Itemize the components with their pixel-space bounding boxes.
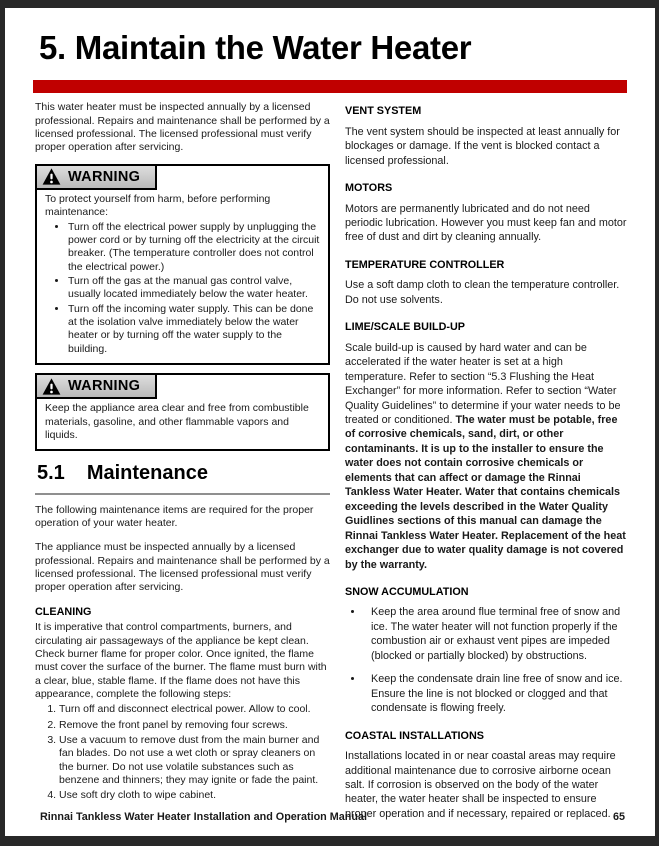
lime-scale-heading: LIME/SCALE BUILD-UP xyxy=(345,321,465,334)
intro-paragraph: This water heater must be inspected annually by a licensed professional. Repairs and maintenance shall be performed by a licensed professional. The licensed professional must verify proper operation after servicing. xyxy=(35,101,330,154)
warning-label xyxy=(35,164,157,190)
cleaning-step: 4. Use soft dry cloth to wipe cabinet. xyxy=(59,789,330,802)
temperature-controller-heading: TEMPERATURE CONTROLLER xyxy=(345,258,505,271)
two-column-body xyxy=(35,101,627,834)
document-page xyxy=(5,8,655,836)
warning-bullet: • Turn off the gas at the manual gas control valve, usually located immediately below the water heater. xyxy=(68,275,322,302)
lime-scale-text-normal: Scale build-up is caused by hard water and can be accelerated if the water heater is set at a high temperature. Refer to section “5.3 Flushing the Heat Exchanger” for more information. Refer to section “Water Quality Guidelines” to determine if your water needs to be treated or conditioned. xyxy=(345,341,621,426)
motors-paragraph: Motors are permanently lubricated and do not need periodic lubrication. However you must keep fan and motor free of dust and dirt by cleaning annually. xyxy=(345,202,627,244)
snow-accumulation-heading: SNOW ACCUMULATION xyxy=(345,585,469,598)
section-number: 5.1 xyxy=(37,462,65,485)
cleaning-heading: CLEANING xyxy=(35,605,92,618)
snow-accumulation-bullet-list xyxy=(345,605,627,715)
section-accent-bar xyxy=(33,80,627,93)
motors-section xyxy=(345,181,627,245)
page-title: 5. Maintain the Water Heater xyxy=(39,29,472,66)
left-column xyxy=(35,101,330,834)
lime-scale-text-bold: The water must be potable, free of corrosive chemicals, sand, dirt, or other contaminants. It is up to the installer to ensure the water does not contain corrosive chemicals or elements that can affect or damage the Rinnai Tankless Water Heater. Water that contains chemicals exceeding the levels described in the Water Quality Guidlines sections of this manual can damage the Rinnai Tankless Water Heater. Replacement of the heat exchanger due to water quality damage is not covered by the warranty. xyxy=(345,414,626,571)
cleaning-paragraph: It is imperative that control compartments, burners, and circulating air passageways of the appliance be kept clean. Check burner flame for proper color. Once ignited, the flame must cover the surface of the burner. The flame must burn with a clear, blue, stable flame. If the flame does not have this appearance, complete the following steps: xyxy=(35,621,327,701)
temperature-controller-paragraph: Use a soft damp cloth to clean the temperature controller. Do not use solvents. xyxy=(345,279,620,306)
warning-label xyxy=(35,373,157,399)
warning-triangle-icon xyxy=(42,378,61,395)
coastal-installations-section xyxy=(345,729,627,822)
cleaning-steps-list xyxy=(35,703,330,802)
coastal-installations-heading: COASTAL INSTALLATIONS xyxy=(345,729,484,742)
warning-bullet: • Turn off the electrical power supply by unplugging the power cord or by turning off the electricity at the circuit breaker. (The temperature controller does not control the electrical power.) xyxy=(68,221,322,274)
warning-label-text: WARNING xyxy=(68,168,141,185)
warning-lead-text: To protect yourself from harm, before performing maintenance: xyxy=(45,193,271,219)
snow-bullet: • Keep the condensate drain line free of snow and ice. Ensure the line is not blocked or clogged and that condensate is flowing freely. xyxy=(364,672,627,715)
lime-scale-section xyxy=(345,320,627,572)
lime-scale-paragraph xyxy=(345,341,627,572)
page-footer xyxy=(40,811,625,823)
maintenance-paragraph-1: The following maintenance items are required for the proper operation of your water heater. xyxy=(35,503,314,530)
warning-label-text: WARNING xyxy=(68,377,141,394)
cleaning-step: 2. Remove the front panel by removing four screws. xyxy=(59,719,330,732)
section-heading-5-1 xyxy=(37,461,330,486)
cleaning-step: 3. Use a vacuum to remove dust from the main burner and fan blades. Do not use a wet cloth or spray cleaners on the burner. Do not use volatile substances such as benzene and thinners; they may ignite or fade the paint. xyxy=(59,734,330,787)
snow-accumulation-section xyxy=(345,585,627,716)
warning-bullet: • Turn off the incoming water supply. This can be done at the isolation valve immediately below the water heater or by turning off the water supply to the building. xyxy=(68,303,322,356)
footer-manual-name: Rinnai Tankless Water Heater Installation and Operation Manual xyxy=(40,811,367,823)
warning-box-maintenance xyxy=(35,164,330,365)
motors-heading: MOTORS xyxy=(345,182,393,195)
page-number: 65 xyxy=(612,811,625,823)
right-column xyxy=(345,101,627,834)
section-title: Maintenance xyxy=(86,462,208,485)
maintenance-paragraph-2: The appliance must be inspected annually by a licensed professional. Repairs and maintenance shall be performed by a licensed professional. The licensed professional must verify proper operation after servicing. xyxy=(35,541,330,594)
warning-body-text: Keep the appliance area clear and free from combustible materials, gasoline, and other flammable vapors and liquids. xyxy=(45,402,309,442)
warning-box-flammables xyxy=(35,373,330,451)
section-divider xyxy=(35,493,330,495)
warning-bullet-list xyxy=(45,221,322,356)
cleaning-step: 1. Turn off and disconnect electrical power. Allow to cool. xyxy=(59,703,330,716)
vent-system-paragraph: The vent system should be inspected at least annually for blockages or damage. If the vent is blocked contact a licensed professional. xyxy=(345,125,620,167)
snow-bullet: • Keep the area around flue terminal free of snow and ice. The water heater will not function properly if the combustion air or exhaust vent pipes are impeded (blocked or partially blocked) by obstructions. xyxy=(364,605,627,663)
coastal-installations-paragraph: Installations located in or near coastal areas may require additional maintenance due to corrosive airborne ocean salt. If corrosion is observed on the body of the water heater, the water heater shall be inspected to ensure proper operation and if necessary, repaired or replaced. xyxy=(345,750,616,820)
vent-system-section xyxy=(345,104,627,168)
vent-system-heading: VENT SYSTEM xyxy=(345,105,422,118)
temperature-controller-section xyxy=(345,258,627,307)
warning-triangle-icon xyxy=(42,168,61,185)
